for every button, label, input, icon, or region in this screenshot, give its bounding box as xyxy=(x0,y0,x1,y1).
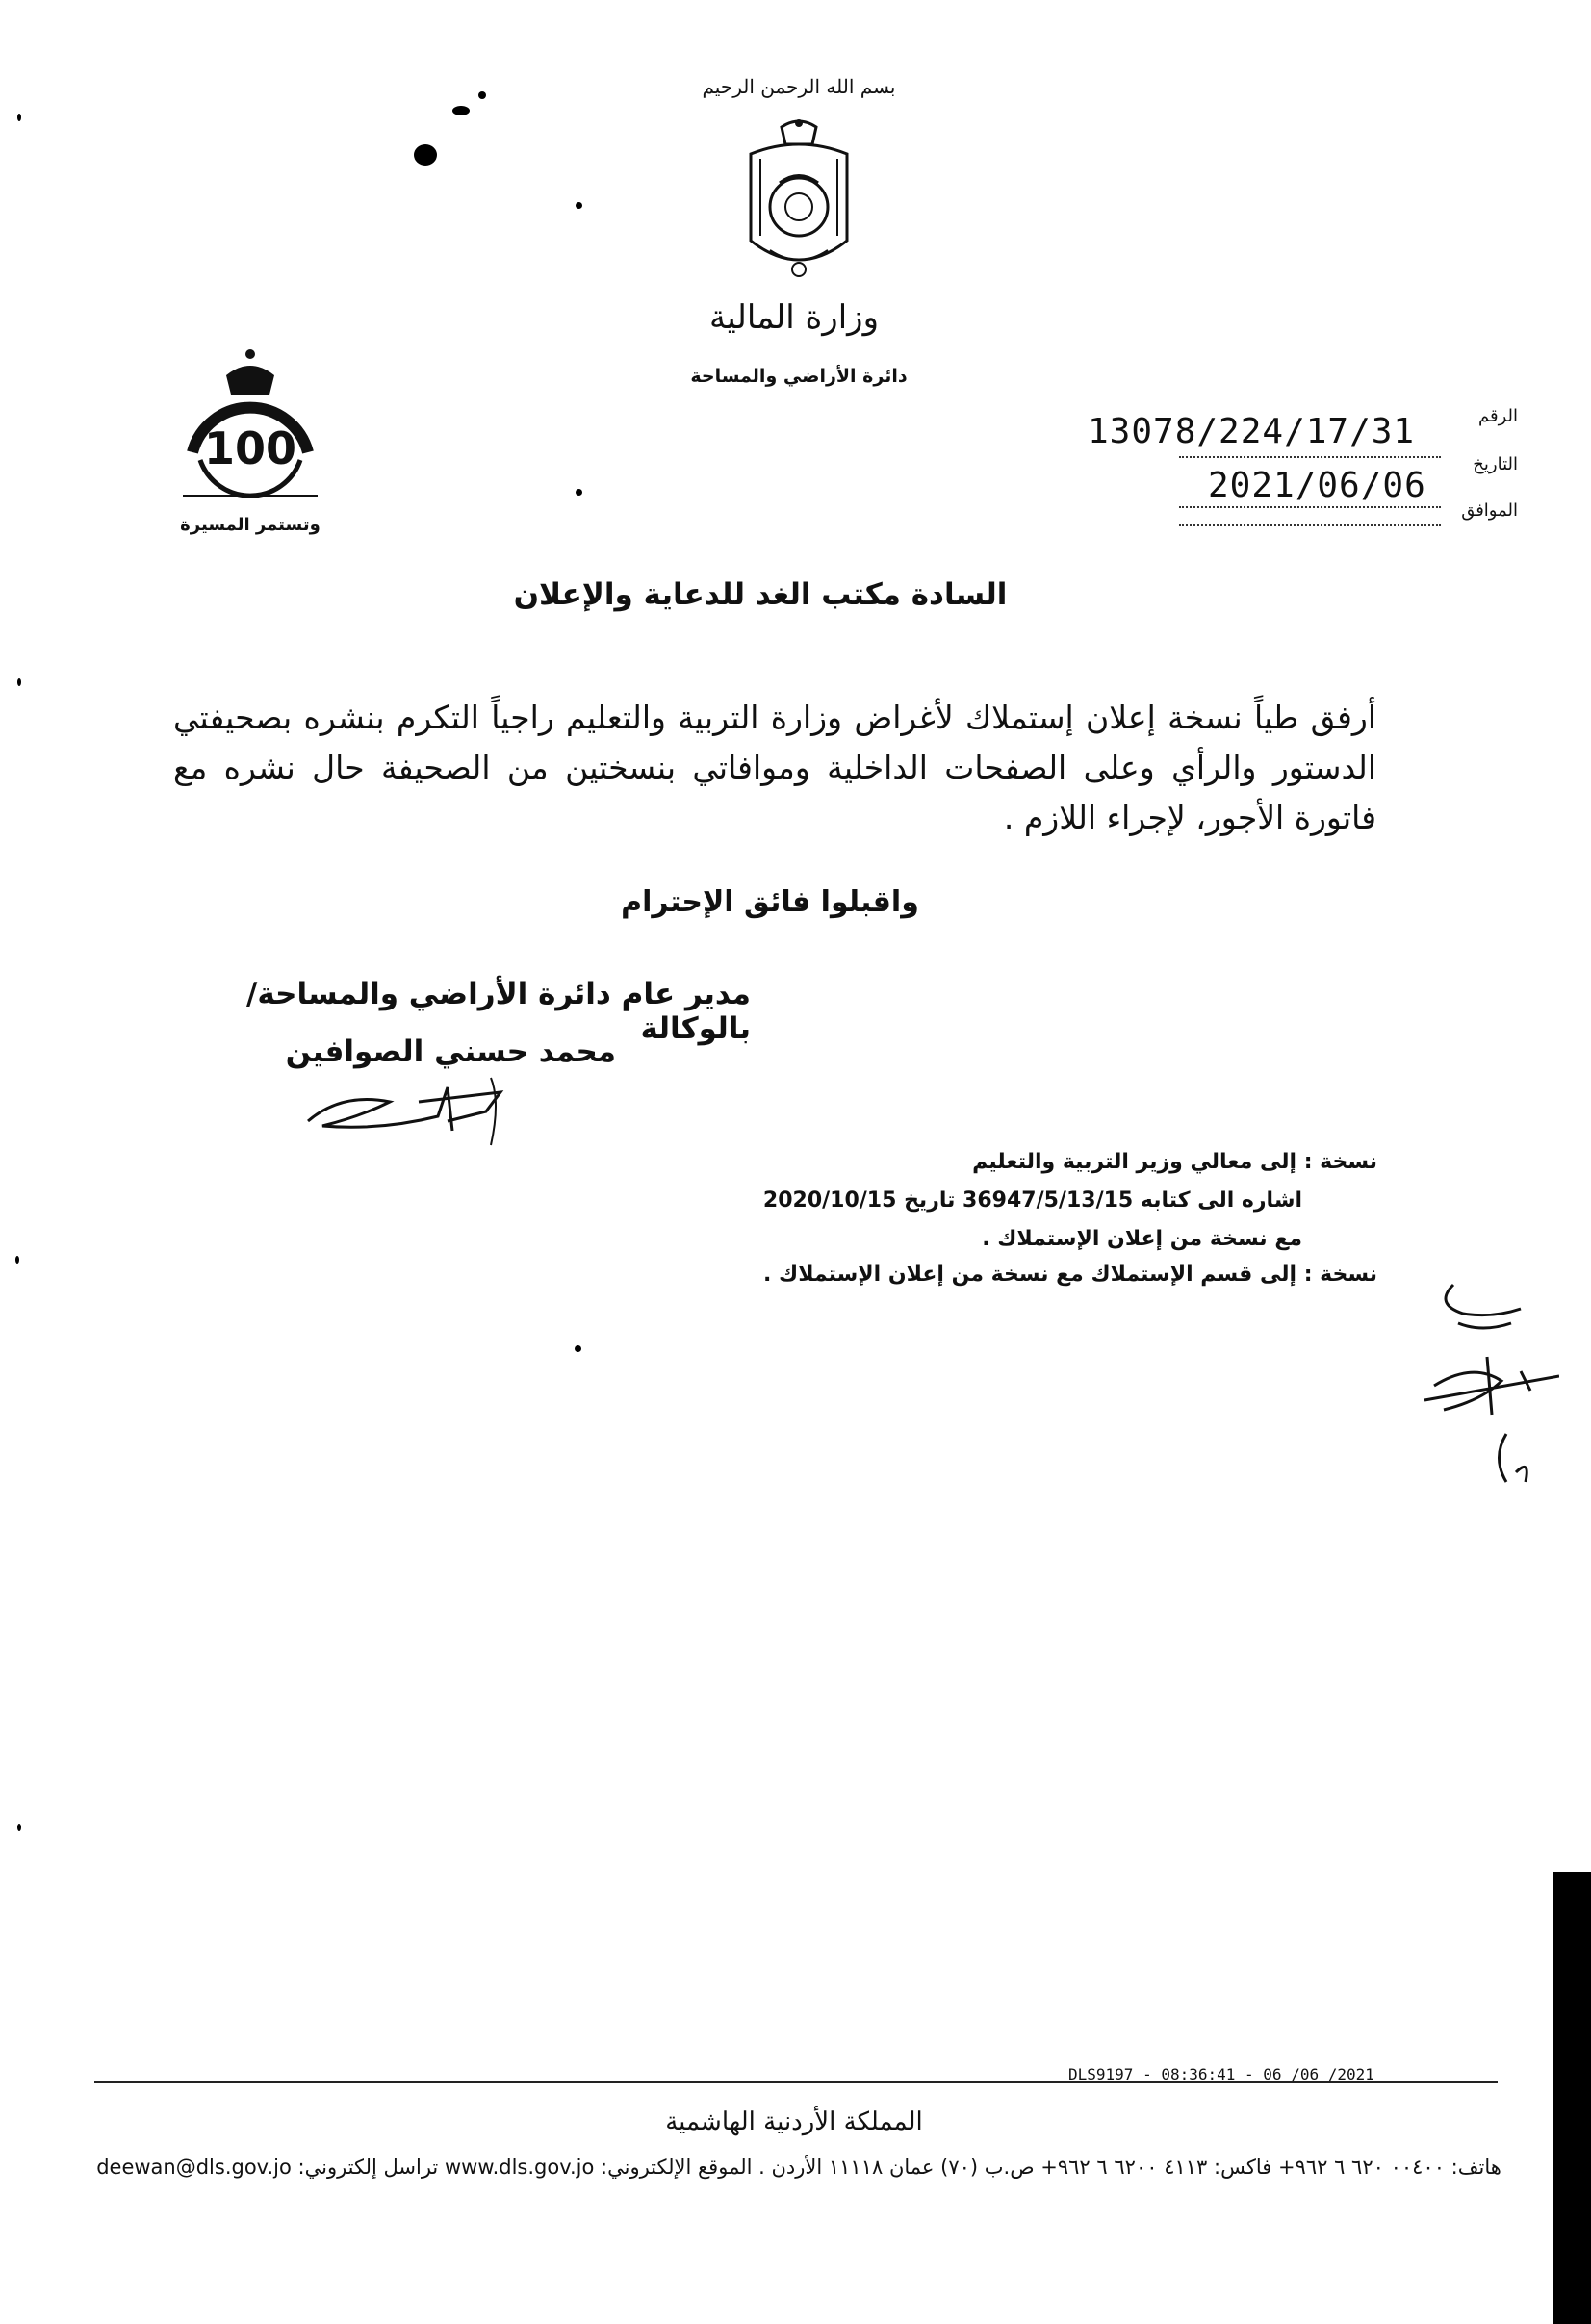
copy-line-minister: نسخة : إلى معالي وزير التربية والتعليم xyxy=(972,1150,1377,1174)
scan-speck xyxy=(17,1824,21,1831)
scan-speck xyxy=(17,114,21,121)
scan-speck xyxy=(575,1345,581,1352)
scan-speck xyxy=(414,144,437,166)
contact-details: هاتف: ٠٠٤٠٠ ٦٢٠ ٦ ٩٦٢+ فاكس: ٤١١٣ ٦٢٠٠ ٦ ٩٦٢+ ص.ب (٧٠) عمان ١١١١٨ الأردن . الموقع الإلكتروني: www.dls.gov.jo تراسل إلكتروني: deewan@dls.gov.jo xyxy=(96,2156,1501,2179)
logo-number: 100 xyxy=(203,422,297,474)
copy-line-expropriation-section: نسخة : إلى قسم الإستملاك مع نسخة من إعلان الإستملاك . xyxy=(763,1263,1377,1287)
letter-date: 2021/06/06 xyxy=(1208,466,1426,505)
letter-body: أرفق طياً نسخة إعلان إستملاك لأغراض وزارة التربية والتعليم راجياً التكرم بنشره بصحيفتي الدستور والرأي وعلى الصفحات الداخلية وموافاتي بنسختين من الصحيفة حال نشره مع فاتورة الأجور، لإجراء اللازم . xyxy=(173,699,1376,836)
department-name: دائرة الأراضي والمساحة xyxy=(690,366,908,387)
corresponding-date-dotline xyxy=(1179,524,1441,526)
scan-speck xyxy=(15,1256,19,1264)
copy-line-reference: اشاره الى كتابه 36947/5/13/15 تاريخ 2020/10/15 xyxy=(762,1188,1302,1213)
date-dotline xyxy=(1179,506,1441,508)
scan-speck xyxy=(17,678,21,686)
coat-of-arms-emblem xyxy=(731,115,866,289)
date-label: التاريخ xyxy=(1473,454,1518,474)
scan-speck xyxy=(576,202,582,209)
closing-salutation: واقبلوا فائق الإحترام xyxy=(621,885,919,919)
reference-number-dotline xyxy=(1179,456,1441,458)
system-print-stamp: DLS9197 - 08:36:41 - 06 /06 /2021 xyxy=(1068,2065,1374,2083)
scan-edge-bar xyxy=(1553,1872,1591,2324)
addressee: السادة مكتب الغد للدعاية والإعلان xyxy=(513,577,1008,612)
copy-line-attachment: مع نسخة من إعلان الإستملاك . xyxy=(982,1227,1302,1251)
logo-tagline: وتستمر المسيرة xyxy=(180,515,321,535)
scan-speck xyxy=(478,91,486,99)
footer-divider xyxy=(94,2081,1498,2083)
signatory-title: مدير عام دائرة الأراضي والمساحة/بالوكالة xyxy=(246,977,751,1046)
centennial-logo xyxy=(173,346,327,515)
reference-number-label: الرقم xyxy=(1477,406,1518,426)
signatory-name: محمد حسني الصوافين xyxy=(285,1034,616,1069)
scan-speck xyxy=(576,489,582,496)
scan-speck xyxy=(452,106,470,115)
signature xyxy=(303,1073,515,1150)
kingdom-name: المملكة الأردنية الهاشمية xyxy=(665,2107,923,2136)
handwritten-initials xyxy=(1415,1275,1559,1496)
ministry-name: وزارة المالية xyxy=(709,298,879,337)
basmala: بسم الله الرحمن الرحيم xyxy=(702,75,896,98)
reference-number: 13078/224/17/31 xyxy=(1088,412,1416,451)
corresponding-date-label: الموافق xyxy=(1461,500,1518,521)
